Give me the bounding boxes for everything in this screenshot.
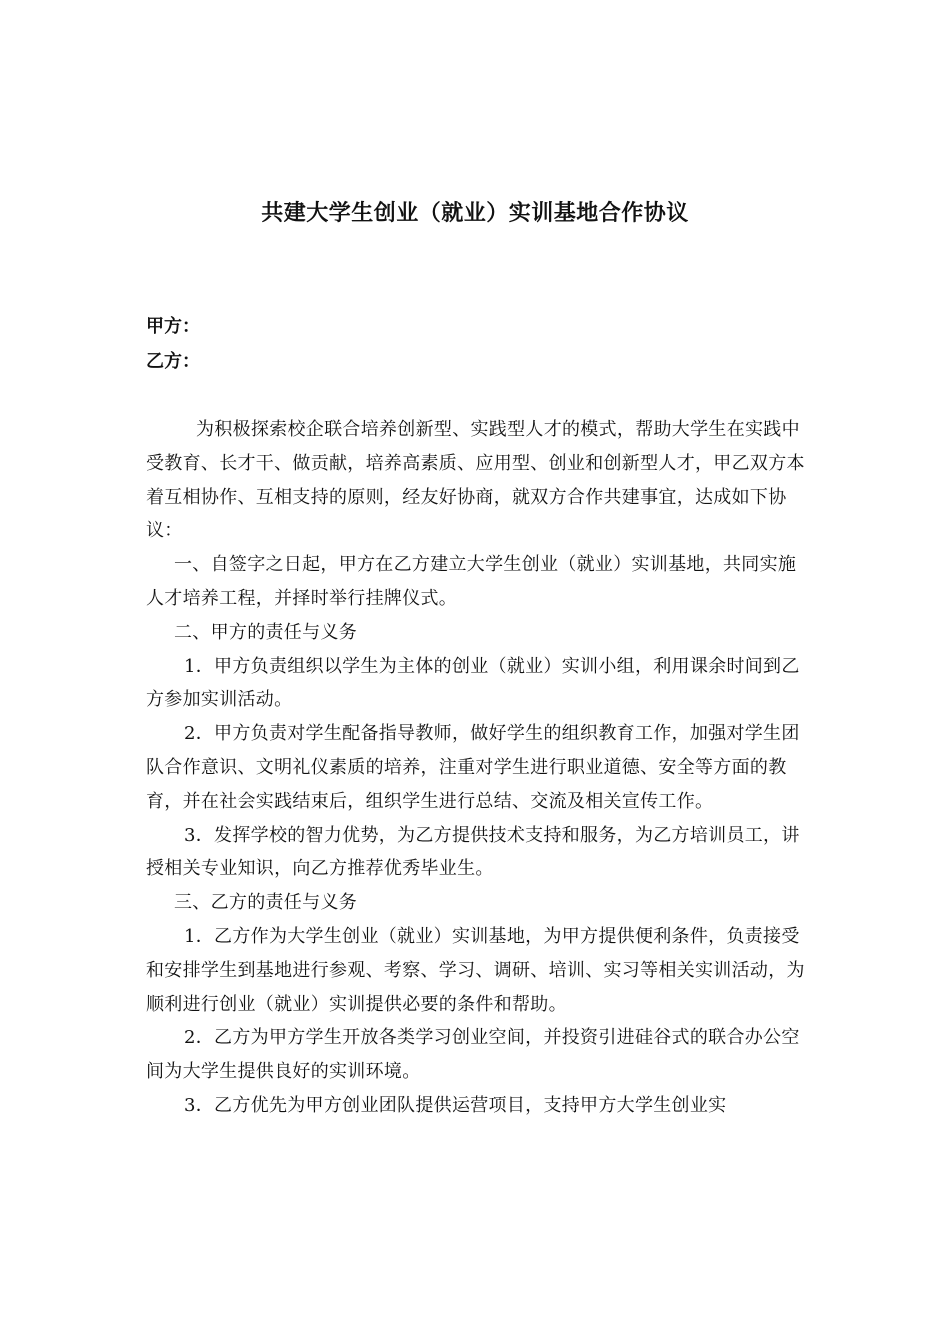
section-2-item: 1．甲方负责组织以学生为主体的创业（就业）实训小组，利用课余时间到乙方参加实训活动。 — [146, 655, 800, 711]
intro-paragraph: 为积极探索校企联合培养创新型、实践型人才的模式，帮助大学生在实践中受教育、长才干、做贡献，培养高素质、应用型、创业和创新型人才，甲乙双方本着互相协作、互相支持的原则，经友好协商，就双方合作共建事宜，达成如下协议： — [146, 419, 805, 542]
clause-1-paragraph: 一、自签字之日起，甲方在乙方建立大学生创业（就业）实训基地，共同实施人才培养工程，并择时举行挂牌仪式。 — [146, 554, 797, 609]
document-title: 共建大学生创业（就业）实训基地合作协议 — [261, 201, 689, 226]
section-2-item: 2．甲方负责对学生配备指导教师，做好学生的组织教育工作，加强对学生团队合作意识、文明礼仪素质的培养，注重对学生进行职业道德、安全等方面的教育，并在社会实践结束后，组织学生进行总结、交流及相关宣传工作。 — [146, 723, 800, 812]
section-3-item: 3．乙方优先为甲方创业团队提供运营项目，支持甲方大学生创业实 — [184, 1094, 727, 1116]
party-b-label: 乙方： — [146, 351, 200, 372]
section-2-item: 3．发挥学校的智力优势，为乙方提供技术支持和服务，为乙方培训员工，讲授相关专业知识，向乙方推荐优秀毕业生。 — [146, 824, 800, 880]
section-3-heading: 三、乙方的责任与义务 — [174, 892, 357, 914]
party-a-label: 甲方： — [146, 316, 200, 337]
agreement-body — [146, 413, 812, 1123]
section-3-item: 1．乙方作为大学生创业（就业）实训基地，为甲方提供便利条件，负责接受和安排学生到基地进行参观、考察、学习、调研、培训、实习等相关实训活动，为顺利进行创业（就业）实训提供必要的条件和帮助。 — [146, 925, 805, 1015]
section-3-item: 2．乙方为甲方学生开放各类学习创业空间，并投资引进硅谷式的联合办公空间为大学生提供良好的实训环境。 — [146, 1027, 800, 1083]
section-2-heading: 二、甲方的责任与义务 — [174, 621, 357, 643]
